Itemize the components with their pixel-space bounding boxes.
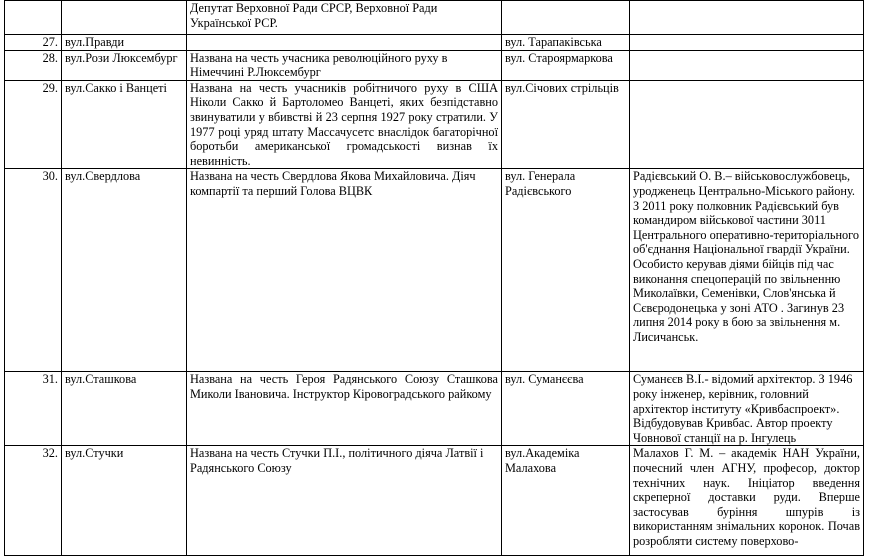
row-number: 32. (5, 446, 62, 556)
row-number: 27. (5, 35, 62, 51)
old-street-name (62, 1, 187, 35)
naming-reason: Названа на честь Стучки П.І., політичного діяча Латвії і Радянського Союзу (187, 446, 502, 556)
street-renaming-table (4, 0, 864, 556)
old-street-name: вул.Правди (62, 35, 187, 51)
table-row (5, 50, 864, 80)
old-street-name: вул.Стучки (62, 446, 187, 556)
new-street-name: вул.Січових стрільців (502, 80, 630, 169)
new-name-note (630, 1, 864, 35)
table-row (5, 80, 864, 169)
row-number (5, 1, 62, 35)
naming-reason: Названа на честь Героя Радянського Союзу Сташкова Миколи Івановича. Інструктор Кіровоградського райкому (187, 372, 502, 446)
new-street-name: вул.Академіка Малахова (502, 446, 630, 556)
old-street-name: вул.Свердлова (62, 169, 187, 372)
naming-reason: Названа на честь Свердлова Якова Михайловича. Діяч компартії та перший Голова ВЦВК (187, 169, 502, 372)
old-street-name: вул.Сакко і Ванцеті (62, 80, 187, 169)
naming-reason: Названа на честь учасника революційного руху в Німеччині Р.Люксембург (187, 50, 502, 80)
new-name-note: Суманєєв В.І.- відомий архітектор. З 1946 року інженер, керівник, головний архітектор інституту «Кривбаспроект». Відбудовував Кривбас. Автор проекту Човнової станції на р. Інгулець (630, 372, 864, 446)
table-row (5, 446, 864, 556)
new-name-note (630, 35, 864, 51)
table-row (5, 372, 864, 446)
row-number: 29. (5, 80, 62, 169)
new-street-name: вул. Тарапаківська (502, 35, 630, 51)
row-number: 31. (5, 372, 62, 446)
new-street-name: вул. Староярмаркова (502, 50, 630, 80)
old-street-name: вул.Рози Люксембург (62, 50, 187, 80)
new-name-note (630, 50, 864, 80)
naming-reason: Депутат Верховної Ради СРСР, Верховної Ради Української РСР. (187, 1, 502, 35)
table-row (5, 169, 864, 372)
naming-reason (187, 35, 502, 51)
old-street-name: вул.Сташкова (62, 372, 187, 446)
new-name-note: Радієвський О. В.– військовослужбовець, уродженець Центрально-Міського району. З 2011 року полковник Радієвський був командиром військової частини 3011 Центрального оперативно-територіального об'єднання Національної гвардії України. Особисто керував діями бійців під час виконання спецоперацій по звільненню Миколаївки, Семенівки, Слов'янська й Сєвєродонецька у зоні АТО . Загинув 23 липня 2014 року в бою за звільнення м. Лисичанськ. (630, 169, 864, 372)
new-name-note (630, 80, 864, 169)
new-street-name: вул. Генерала Радієвського (502, 169, 630, 372)
row-number: 28. (5, 50, 62, 80)
table-row (5, 1, 864, 35)
new-name-note: Малахов Г. М. – академік НАН України, почесний член АГНУ, професор, доктор технічних наук. Ініціатор введення скреперної доставки руди. Вперше застосував буріння шпурів із використанням знімальних коронок. Почав розробляти систему поверхово- (630, 446, 864, 556)
new-street-name (502, 1, 630, 35)
table-row (5, 35, 864, 51)
naming-reason: Названа на честь учасників робітничого руху в США Ніколи Сакко й Бартоломео Ванцеті, яких безпідставно звинуватили у вбивстві й 23 серпня 1927 року стратили. У 1977 році уряд штату Массачусетс внаслідок багаторічної боротьби американської громадськості визнав їх невинність. (187, 80, 502, 169)
row-number: 30. (5, 169, 62, 372)
new-street-name: вул. Суманєєва (502, 372, 630, 446)
